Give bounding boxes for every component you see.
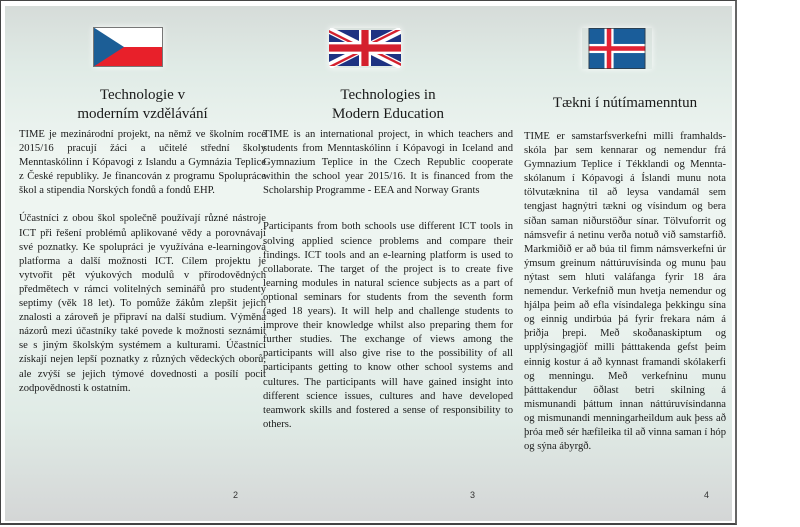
page-number-3: 3 xyxy=(470,490,476,500)
page-number-4: 4 xyxy=(704,490,710,500)
czech-body xyxy=(19,128,266,410)
icelandic-body xyxy=(524,130,726,468)
english-body xyxy=(263,128,513,446)
czech-paragraph-1: TIME je mezinárodní projekt, na němž ve školním roce 2015/16 pracují žáci a učitelé střední školy Menntaskólinn í Kópavogi z Islandu a Gymnázia Teplice z České republiky. Je financován z programu Spolupráce škol a stipendia Norských fondů a fondů EHP. xyxy=(19,129,266,197)
iceland-flag-icon xyxy=(582,28,652,69)
page-number-2: 2 xyxy=(233,490,239,500)
icelandic-column xyxy=(524,6,726,521)
icelandic-title: Tækni í nútímamenntun xyxy=(552,95,698,111)
czech-flag-icon xyxy=(93,27,163,67)
icelandic-paragraph-1: TIME er samstarfsverkefni milli framhaldsskóla þar sem kennarar og nemendur frá Gymnazium Teplice í Tékklandi og Menntaskólanum í Kópavogi á Íslandi munu nota tölvutæknina til að leysa vandamál sem tengjast hagnýtri tækni og vísindum og bera síðan saman niðurstöður sínar. Tölvuforrit og námsvefir á netinu verða notuð við samstarfið. Markmiðið er að búa til fimm námsverkefni úr ýmsum greinum náttúruvísinda og munu þau nýtast sem hluti valáfanga fyrir 18 ára nemendur. Verkefnið mun hvetja nemendur og hjálpa þeim að efla vísindalega þekkingu sína og einnig undirbúa þá fyrir frekara nám á þriðja þrepi. Með skoðanaskiptum og upplýsingagjöf milli þátttakenda gefst þeim einnig kostur á að kynnast framandi skólakerfi og menningu. Með verkefninu munu þátttakendur öðlast betri skilning á mismunandi þáttum innan náttúruvísindanna og mismunandi menningarheildum auk þess að þróa með sér hæfileika til að vinna saman í hóp og sýna ábyrgð. xyxy=(524,131,726,453)
czech-column xyxy=(19,6,266,521)
page-background xyxy=(5,6,732,521)
english-title: Technologies in Modern Education xyxy=(331,87,445,122)
uk-flag-icon xyxy=(329,28,401,68)
english-column xyxy=(263,6,513,521)
english-paragraph-1: TIME is an international project, in which teachers and students from Menntaskólinn í Kópavogi in Iceland and Gymnazium Teplice in the Czech Republic cooperate within the school year 2015/16. It is financed from the Scholarship Programme - EEA and Norway Grants xyxy=(263,129,513,197)
czech-paragraph-2: Účastníci z obou škol společně používají různé nástroje ICT při řešení problémů aplikované vědy a porovnávají své poznatky. Ke spolupráci je využívána e-learningová platforma a další možnosti ICT. Cílem projektu je vytvořit pět výukových modulů v přírodovědných předmětech v rámci volitelných seminářů pro studenty septimy (věk 18 let). To pomůže žákům zlepšit jejich znalosti a zároveň je připraví na další studium. Výměna názorů mezi účastníky také povede k možnosti seznámit se s jiným školským systémem a kulturami. Účastníci získají nejen lepší poznatky z různých vědeckých oborů, ale zvýší se jejich týmové dovednosti a posílí pocit zodpovědnosti k ostatním. xyxy=(19,213,266,394)
czech-title: Technologie v moderním vzdělávání xyxy=(77,87,208,122)
english-paragraph-2: Participants from both schools use different ICT tools in solving applied science problems and compare their findings. ICT tools and an e-learning platform is used to collaborate. The target of the project is to create five learning modules in natural science subjects as a part of optional seminars for students from the seventh form (aged 18 years). It will help and challenge students to improve their knowledge whilst also preparing them for further studies. The exchange of views among the participants will also give rise to the possibility of all participants getting to know other school systems and cultures. The participants will have gained insight into different science issues, cultures and have developed teamwork skills and fostered a sense of responsibility to others. xyxy=(263,221,513,430)
